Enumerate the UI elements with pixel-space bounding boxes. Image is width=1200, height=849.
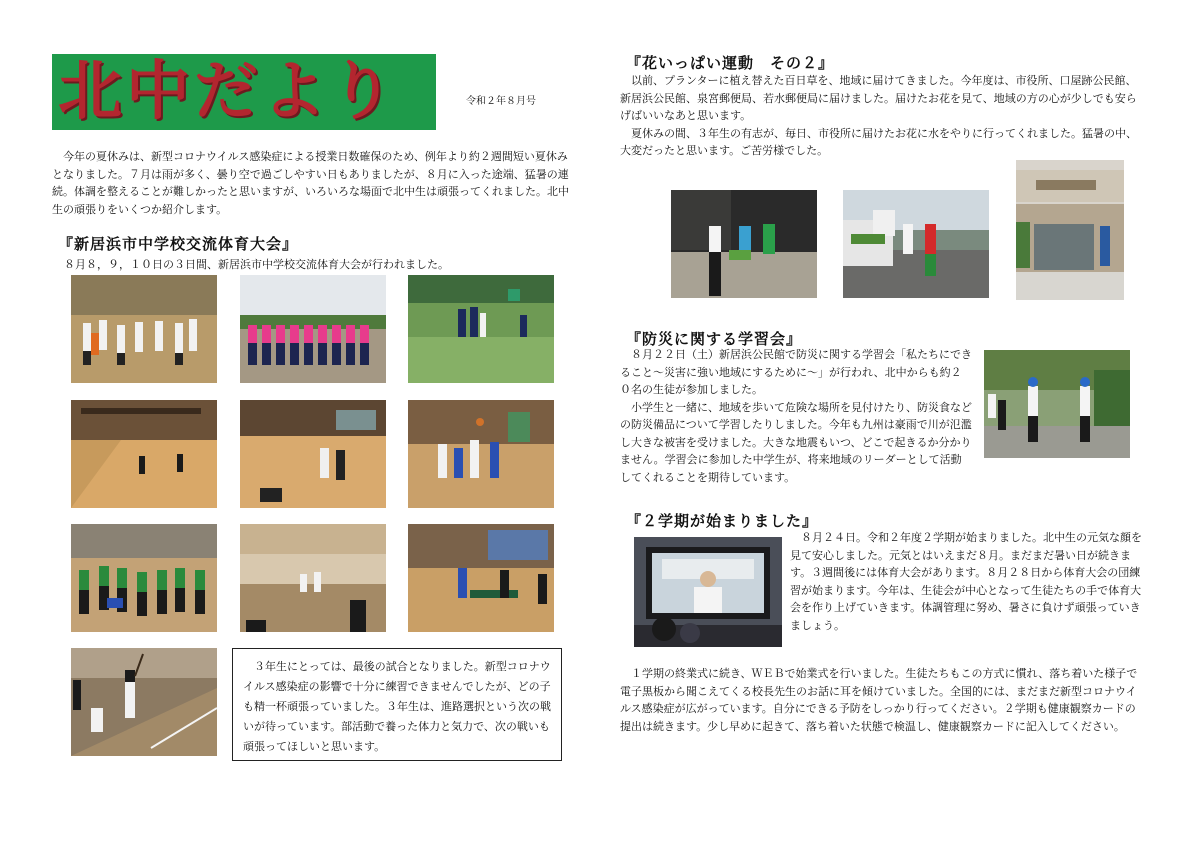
disaster-paragraph: ８月２２日（土）新居浜公民館で防災に関する学習会「私たちにできること～災害に強い地域にするために～」が行われ、北中からも約２０名の生徒が参加しました。 小学生と一緒に、地域を歩いて危険な場所を見付けたり、防災食などの防災備品について学習したりしました。今年も九州は豪雨で川が氾濫し大きな被害を受けました。大きな地震もいつ、どこで起きるか分かりません。学習会に参加した中学生が、将来地域のリーダーとして活動してくれることを期待しています。: [620, 348, 972, 484]
photo-volleyball-team: [71, 524, 217, 632]
term-paragraph-2: １学期の終業式に続き、ＷＥＢで始業式を行いました。生徒たちもこの方式に慣れ、落ち着いた様子で電子黒板から聞こえてくる校長先生のお話に耳を傾けていました。全国的には、まだまだ新型コロナウイルス感染症が広がっています。自分にできる予防をしっかり行ってください。２学期も健康観察カードの提出は続きます。少し早めに起きて、落ち着いた状態で検温し、健康観察カードに記入してください。: [620, 667, 1138, 733]
term-paragraph-1: ８月２４日。令和２年度２学期が始まりました。北中生の元気な顔を見て安心しました。元気とはいえまだ８月。まだまだ暑い日が続きます。３週間後には体育大会があります。８月２８日から体育大会の団練習が始まります。今年は、生徒会が中心となって生徒たちの手で体育大会を作り上げていきます。体調管理に努め、暑さに負けず頑張っていきましょう。: [790, 531, 1142, 632]
photo-judo-hall: [240, 524, 386, 632]
photo-gym-game: [240, 400, 386, 508]
photo-basketball-huddle: [71, 275, 217, 383]
sports-lead: ８月８，９，１０日の３日間、新居浜市中学校交流体育大会が行われました。: [64, 258, 449, 271]
photo-web-ceremony: [634, 537, 782, 647]
photo-team-lineup: [240, 275, 386, 383]
issue-label: 令和２年８月号: [466, 96, 536, 107]
sports-heading: 『新居浜市中学校交流体育大会』: [58, 235, 299, 253]
photo-disaster-walk: [984, 350, 1130, 458]
newsletter-title: 北中だより: [58, 54, 398, 129]
photo-gym-basketball: [71, 400, 217, 508]
sports-note-box: [232, 648, 562, 761]
intro-paragraph: 今年の夏休みは、新型コロナウイルス感染症による授業日数確保のため、例年より約２週間短い夏休みとなりました。７月は雨が多く、曇り空で過ごしやすい日もありましたが、８月に入った途端、猛暑の連続。体調を整えることが難しかったと思いますが、いろいろな場面で北中生は頑張ってくれました。北中生の頑張りをいくつか紹介します。: [52, 150, 569, 216]
photo-soccer-field: [408, 275, 554, 383]
disaster-heading: 『防災に関する学習会』: [626, 330, 803, 348]
photo-baseball-batter: [71, 648, 217, 756]
flowers-paragraph: 以前、プランターに植え替えた百日草を、地域に届けてきました。今年度は、市役所、口屋跡公民館、新居浜公民館、泉宮郵便局、若水郵便局に届けました。届けたお花を見て、地域の方の心が少しでも安らげばいいなあと思います。 夏休みの間、３年生の有志が、毎日、市役所に届けたお花に水をやりに行ってくれました。猛暑の中、大変だったと思います。ご苦労様でした。: [620, 74, 1137, 157]
sports-note-text: ３年生にとっては、最後の試合となりました。新型コロナウイルス感染症の影響で十分に練習できませんでしたが、どの子も精一杯頑張っていました。３年生は、進路選択という次の戦いが待っています。部活動で養った体力と気力で、次の戦いも頑張ってほしいと思います。: [243, 660, 551, 753]
photo-flower-delivery-cityhall: [671, 190, 817, 298]
photo-community-center: [1016, 160, 1124, 300]
newsletter-title-banner: [52, 54, 436, 130]
term-heading: 『２学期が始まりました』: [626, 512, 819, 530]
photo-basketball-jump: [408, 400, 554, 508]
flowers-heading: 『花いっぱい運動 その２』: [626, 54, 835, 72]
photo-flower-delivery-truck: [843, 190, 989, 298]
photo-table-tennis: [408, 524, 554, 632]
